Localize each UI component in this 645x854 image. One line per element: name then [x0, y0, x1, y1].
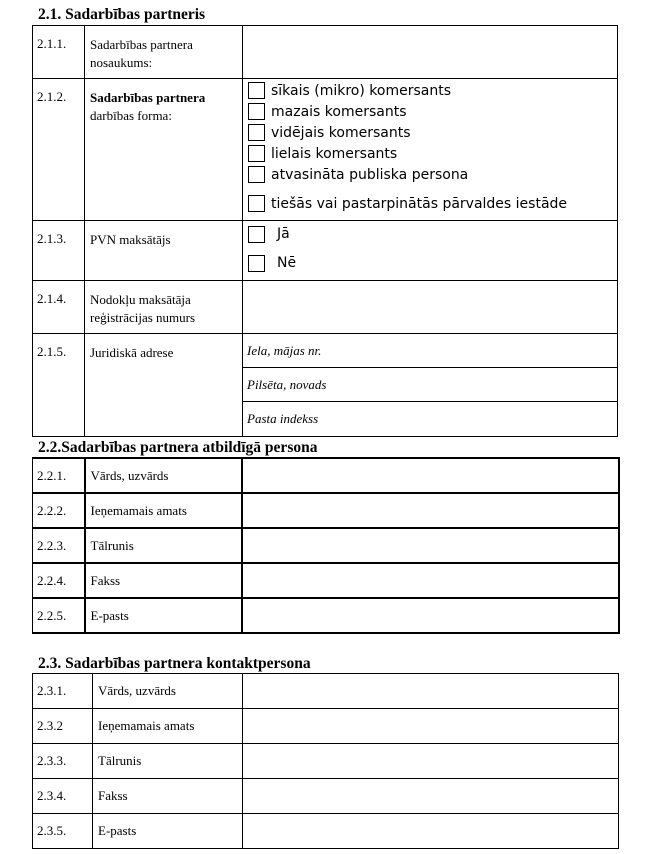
- option-label: tiešās vai pastarpinātās pārvaldes iestāde: [271, 195, 568, 212]
- row-label: Tālrunis: [85, 528, 242, 563]
- row-label: E-pasts: [93, 814, 243, 849]
- row-label: Fakss: [93, 779, 243, 814]
- row-label: Tālrunis: [93, 744, 243, 779]
- option-large[interactable]: [243, 143, 617, 164]
- option-public-person[interactable]: [243, 164, 617, 185]
- option-admin-institution[interactable]: [243, 193, 617, 214]
- row-number: 2.3.5.: [33, 814, 93, 849]
- row-2-2-1: [33, 458, 619, 493]
- option-micro[interactable]: [243, 80, 617, 101]
- checkbox[interactable]: [248, 145, 265, 162]
- option-label: atvasināta publiska persona: [271, 166, 469, 183]
- row-number: 2.2.2.: [33, 493, 85, 528]
- row-2-3-1: [33, 674, 619, 709]
- row-2-2-3: [33, 528, 619, 563]
- activity-form-label-bold: Sadarbības partnera: [90, 90, 206, 105]
- row-number: 2.2.5.: [33, 598, 85, 633]
- row-2-1-4: [33, 281, 618, 334]
- row-number: 2.1.3.: [33, 221, 85, 281]
- responsible-name-field[interactable]: [242, 458, 619, 493]
- row-number: 2.2.3.: [33, 528, 85, 563]
- vat-payer-label: PVN maksātājs: [85, 221, 243, 281]
- row-number: 2.1.5.: [33, 334, 85, 437]
- row-number: 2.3.1.: [33, 674, 93, 709]
- row-number: 2.3.2: [33, 709, 93, 744]
- activity-form-options: [243, 79, 618, 221]
- contact-name-field[interactable]: [243, 674, 619, 709]
- row-label: Vārds, uzvārds: [85, 458, 242, 493]
- activity-form-label-rest: darbības forma:: [90, 108, 172, 123]
- section-2-3-title: 2.3. Sadarbības partnera kontaktpersona: [38, 655, 311, 672]
- row-2-2-4: [33, 563, 619, 598]
- vat-options: [243, 221, 618, 281]
- row-number: 2.2.4.: [33, 563, 85, 598]
- responsible-person-table: [32, 457, 620, 634]
- postal-code-field[interactable]: Pasta indekss: [247, 411, 319, 426]
- row-label: Ieņemamais amats: [85, 493, 242, 528]
- row-label: Ieņemamais amats: [93, 709, 243, 744]
- tax-number-label: Nodokļu maksātāja reģistrācijas numurs: [85, 281, 243, 334]
- row-label: Vārds, uzvārds: [93, 674, 243, 709]
- checkbox[interactable]: [248, 255, 265, 272]
- responsible-phone-field[interactable]: [242, 528, 619, 563]
- contact-fax-field[interactable]: [243, 779, 619, 814]
- row-number: 2.3.3.: [33, 744, 93, 779]
- responsible-email-field[interactable]: [242, 598, 619, 633]
- checkbox[interactable]: [248, 195, 265, 212]
- checkbox[interactable]: [248, 166, 265, 183]
- row-label: Fakss: [85, 563, 242, 598]
- row-2-3-5: [33, 814, 619, 849]
- checkbox[interactable]: [248, 124, 265, 141]
- row-2-3-2: [33, 709, 619, 744]
- option-yes[interactable]: [243, 223, 617, 245]
- row-2-3-3: [33, 744, 619, 779]
- checkbox[interactable]: [248, 82, 265, 99]
- section-2-1-title: 2.1. Sadarbības partneris: [38, 6, 206, 23]
- row-label: E-pasts: [85, 598, 242, 633]
- row-2-1-3: [33, 221, 618, 281]
- section-2-2-title: 2.2.Sadarbības partnera atbildīgā persona: [38, 439, 318, 456]
- option-label: Jā: [277, 226, 290, 242]
- option-label: Nē: [277, 255, 297, 271]
- row-2-1-2: [33, 79, 618, 221]
- option-label: lielais komersants: [271, 145, 398, 162]
- row-number: 2.1.4.: [33, 281, 85, 334]
- option-medium[interactable]: [243, 122, 617, 143]
- responsible-position-field[interactable]: [242, 493, 619, 528]
- row-2-1-5: [33, 334, 618, 437]
- option-label: vidējais komersants: [271, 124, 411, 141]
- option-no[interactable]: [243, 252, 617, 274]
- row-2-2-2: [33, 493, 619, 528]
- legal-address-label: Juridiskā adrese: [85, 334, 243, 437]
- row-2-2-5: [33, 598, 619, 633]
- tax-number-field[interactable]: [243, 281, 618, 334]
- row-2-1-1: [33, 26, 618, 79]
- checkbox[interactable]: [248, 226, 265, 243]
- option-label: mazais komersants: [271, 103, 407, 120]
- street-field[interactable]: Iela, mājas nr.: [243, 334, 617, 368]
- responsible-fax-field[interactable]: [242, 563, 619, 598]
- partner-name-label: Sadarbības partnera nosaukums:: [85, 26, 243, 79]
- option-label: sīkais (mikro) komersants: [271, 82, 451, 99]
- contact-email-field[interactable]: [243, 814, 619, 849]
- row-number: 2.1.1.: [33, 26, 85, 79]
- option-small[interactable]: [243, 101, 617, 122]
- legal-address-fields: [243, 334, 618, 437]
- city-field[interactable]: Pilsēta, novads: [243, 368, 617, 402]
- contact-person-table: [32, 673, 619, 849]
- checkbox[interactable]: [248, 103, 265, 120]
- partner-table: [32, 25, 618, 437]
- contact-phone-field[interactable]: [243, 744, 619, 779]
- row-number: 2.1.2.: [33, 79, 85, 221]
- contact-position-field[interactable]: [243, 709, 619, 744]
- partner-name-field[interactable]: [243, 26, 618, 79]
- activity-form-label: [85, 79, 243, 221]
- row-2-3-4: [33, 779, 619, 814]
- row-number: 2.3.4.: [33, 779, 93, 814]
- row-number: 2.2.1.: [33, 458, 85, 493]
